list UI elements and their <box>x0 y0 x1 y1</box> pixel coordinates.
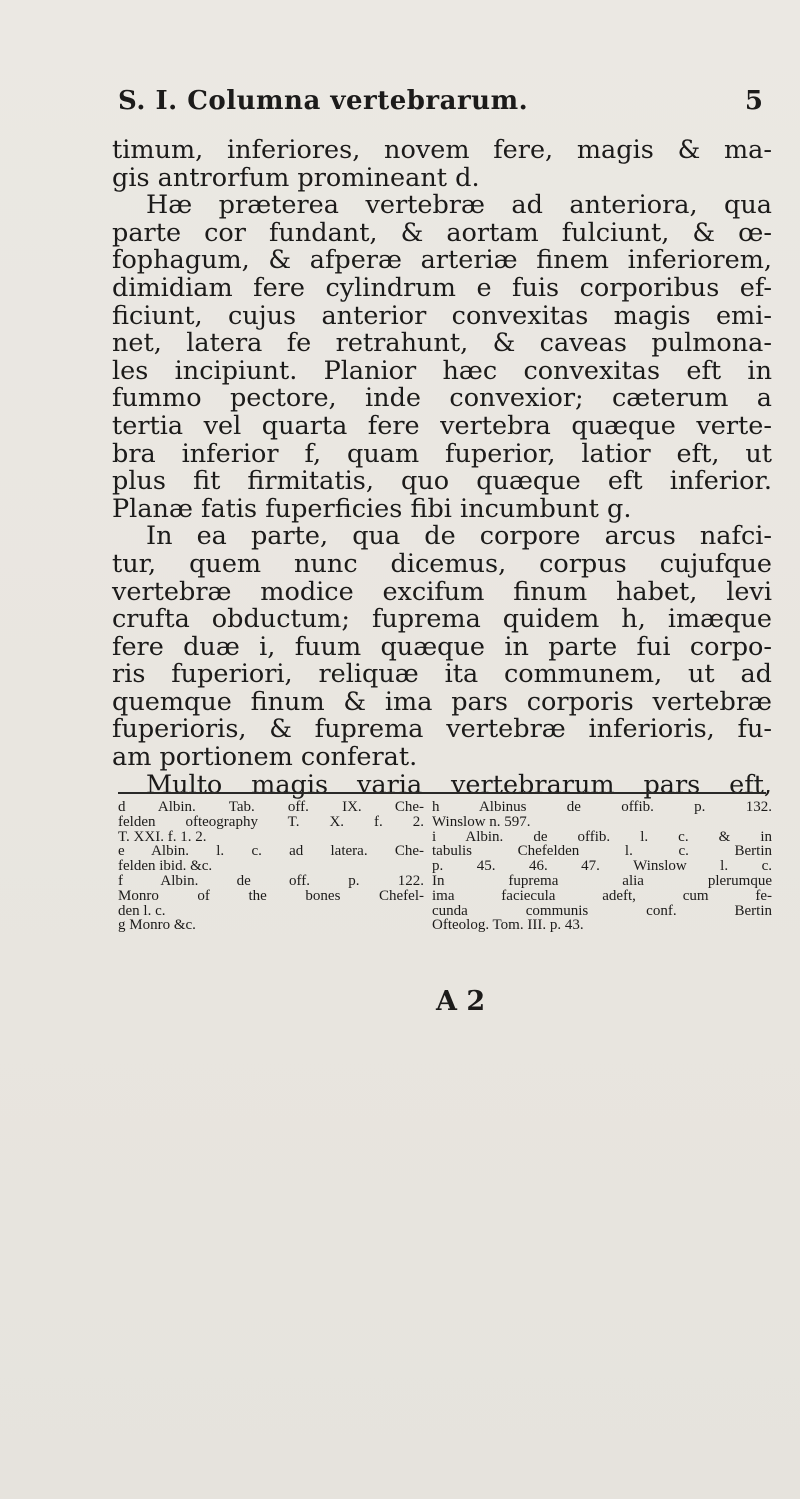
text-line: les incipiunt. Planior hæc convexitas eft in <box>112 355 772 386</box>
text-line: ris fuperiori, reliquæ ita communem, ut ad <box>112 659 772 690</box>
text-line: crufta obductum; fuprema quidem h, imæque <box>112 604 772 635</box>
text-line: tertia vel quarta fere vertebra quæque verte- <box>112 410 772 441</box>
footnote-line: Ofteolog. Tom. III. p. 43. <box>432 917 584 934</box>
footnote-line: h Albinus de offib. p. 132. <box>432 799 772 815</box>
text-line: dimidiam fere cylindrum e fuis corporibus ef- <box>112 272 772 303</box>
footnote-line: Monro of the bones Chefel- <box>118 887 424 904</box>
footnotes-right-column <box>432 800 772 933</box>
text-line: ficiunt, cujus anterior convexitas magis emi- <box>112 300 772 331</box>
text-line: fuperioris, & fuprema vertebræ inferioris, fu- <box>112 714 772 745</box>
footnote-line: p. 45. 46. 47. Winslow l. c. <box>432 858 772 875</box>
text-line: gis antrorfum promineant d. <box>112 162 480 193</box>
signature-mark: A 2 <box>436 986 486 1017</box>
text-line: fophagum, & afperæ arteriæ finem inferiorem, <box>112 245 772 276</box>
text-line: quemque finum & ima pars corporis vertebræ <box>112 686 772 717</box>
text-line: timum, inferiores, novem fere, magis & ma- <box>112 135 772 165</box>
text-line: Planæ fatis fuperficies fibi incumbunt g. <box>112 493 632 524</box>
text-line: fere duæ i, fuum quæque in parte fui corpo- <box>112 631 772 662</box>
text-line: plus fit firmitatis, quo quæque eft inferior. <box>112 466 772 497</box>
text-line: net, latera fe retrahunt, & caveas pulmona- <box>112 328 772 359</box>
footnote-line: cunda communis conf. Bertin <box>432 902 772 919</box>
footnote-line: T. XXI. f. 1. 2. <box>118 828 207 845</box>
footnote-rule <box>118 792 766 794</box>
footnote-line: f Albin. de off. p. 122. <box>118 872 424 889</box>
text-line: tur, quem nunc dicemus, corpus cujufque <box>112 548 772 579</box>
footnote-line: felden ofteography T. X. f. 2. <box>118 813 424 830</box>
footnote-line: felden ibid. &c. <box>118 858 213 875</box>
footnote-line: den l. c. <box>118 902 166 919</box>
page-number: 5 <box>744 86 763 116</box>
footnote-line: Winslow n. 597. <box>432 813 531 830</box>
text-line: In ea parte, qua de corpore arcus nafci- <box>146 521 772 552</box>
footnote-line: ima faciecula adeft, cum fe- <box>432 887 772 904</box>
footnotes-left-column <box>118 800 424 933</box>
text-line: bra inferior f, quam fuperior, latior eft, ut <box>112 438 772 469</box>
footnote-line: In fuprema alia plerumque <box>432 872 772 889</box>
text-line: Hæ præterea vertebræ ad anteriora, qua <box>146 190 772 221</box>
text-line: parte cor fundant, & aortam fulciunt, & œ- <box>112 217 772 248</box>
text-line: am portionem conferat. <box>112 742 418 773</box>
text-line: Multo magis varia vertebrarum pars eft, <box>146 769 772 800</box>
footnote-line: d Albin. Tab. off. IX. Che- <box>118 799 424 815</box>
footnote-line: g Monro &c. <box>118 917 196 934</box>
footnote-line: i Albin. de offib. l. c. & in <box>432 828 772 845</box>
running-head-title: S. I. Columna vertebrarum. <box>118 86 529 116</box>
running-head <box>118 86 763 126</box>
footnote-line: e Albin. l. c. ad latera. Che- <box>118 843 424 860</box>
main-text <box>112 137 772 799</box>
footnote-line: tabulis Chefelden l. c. Bertin <box>432 843 772 860</box>
text-line: fummo pectore, inde convexior; cæterum a <box>112 383 772 414</box>
text-line: vertebræ modice excifum finum habet, levi <box>112 576 772 607</box>
